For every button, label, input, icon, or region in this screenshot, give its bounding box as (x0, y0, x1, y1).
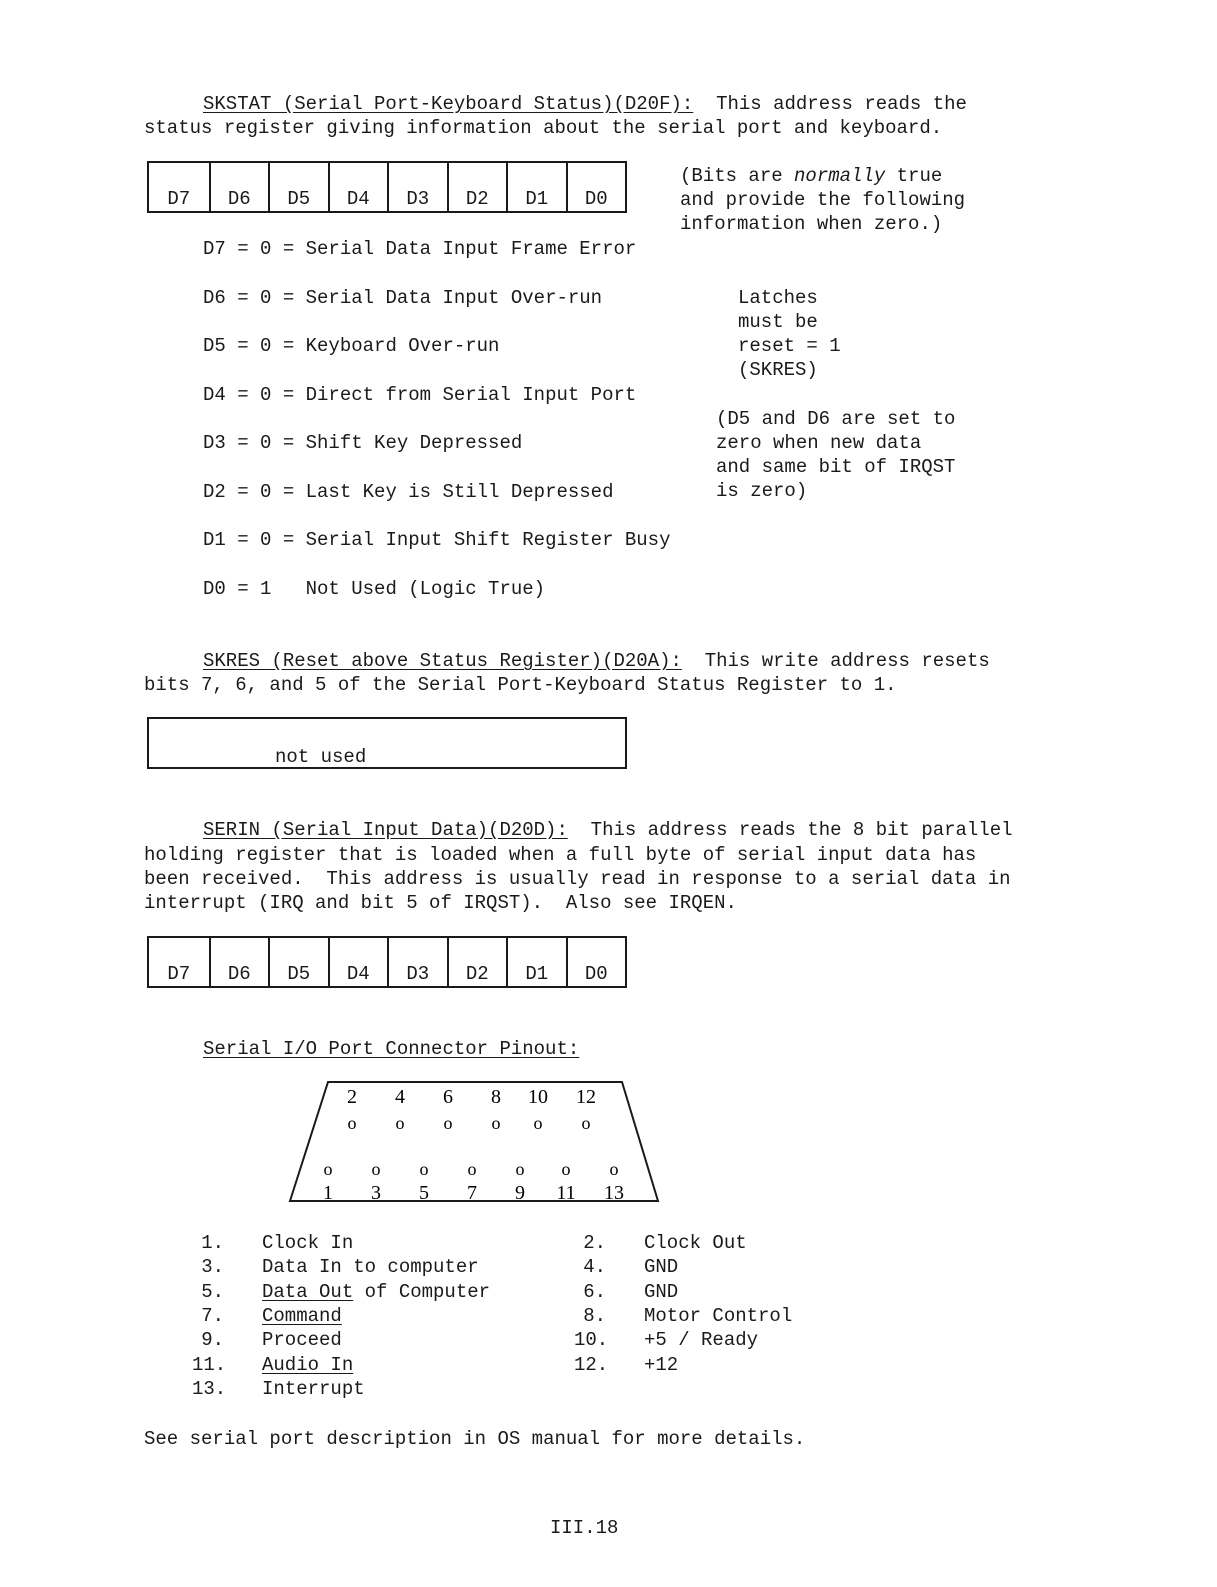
skstat-note-3: information when zero.) (680, 213, 943, 235)
skstat-desc-1: This address reads the (716, 93, 967, 115)
latches-note-1: Latches (738, 287, 818, 309)
bit-label: D1 (525, 188, 549, 210)
pin-list-label: Interrupt (262, 1377, 365, 1400)
bit-label: D2 (465, 963, 489, 985)
pin-list-label: Clock Out (644, 1232, 747, 1254)
serin-desc-1: This address reads the 8 bit parallel (590, 819, 1013, 841)
pin-list-label: Clock In (262, 1232, 354, 1254)
pin-hole: o (581, 1113, 591, 1133)
serin-line-3: interrupt (IRQ and bit 5 of IRQST). Also see IRQEN. (144, 892, 737, 914)
bit-cell (566, 938, 626, 986)
pin-number: 8 (491, 1086, 501, 1108)
skstat-note-2: and provide the following (680, 189, 966, 211)
pin-number: 7 (467, 1182, 477, 1204)
skres-heading (203, 649, 990, 673)
bit-meaning: Serial Data Input Over-run (305, 286, 603, 309)
pin-number: 6 (443, 1086, 453, 1108)
pin-hole: o (323, 1159, 333, 1179)
pin-list-number: 9. (201, 1329, 224, 1352)
d5d6-note-3: and same bit of IRQST (716, 456, 956, 478)
pin-hole: o (419, 1159, 429, 1179)
pin-list-label: Data In to computer (262, 1256, 479, 1279)
pin-hole: o (347, 1113, 357, 1133)
bit-value: D2 = 0 = (203, 480, 306, 503)
bit-cell (149, 938, 209, 986)
bit-cell (387, 163, 447, 211)
skstat-bit-row (203, 528, 670, 552)
bit-cell (447, 938, 507, 986)
pin-hole: o (491, 1113, 501, 1133)
bit-label: D5 (287, 963, 311, 985)
bit-cell (506, 938, 566, 986)
bit-value: D0 = 1 (203, 577, 306, 600)
bit-meaning: Serial Input Shift Register Busy (305, 529, 671, 551)
bit-meaning: Not Used (Logic True) (305, 577, 546, 600)
pin-number: 9 (515, 1182, 525, 1204)
pin-hole: o (561, 1159, 571, 1179)
pin-list-label: Command (262, 1304, 342, 1327)
skstat-desc-2: status register giving information about the serial port and keyboard. (144, 117, 943, 139)
skstat-heading (203, 92, 967, 116)
pin-list-label-rest: of Computer (353, 1280, 491, 1303)
pin-hole: o (443, 1113, 453, 1133)
pin-number: 13 (604, 1182, 624, 1204)
pin-list-item (192, 1377, 365, 1401)
pin-number: 4 (395, 1086, 405, 1108)
pin-list-number: 13. (192, 1377, 227, 1400)
bit-label: D3 (406, 963, 430, 985)
pin-hole: o (395, 1113, 405, 1133)
serin-register-diagram (147, 936, 627, 988)
pin-number: 2 (347, 1086, 357, 1108)
pin-list-label: Audio In (262, 1353, 354, 1376)
skstat-bit-row (203, 431, 522, 455)
skres-title: SKRES (Reset above Status Register)(D20A): (203, 650, 682, 672)
bit-label: D7 (167, 188, 191, 210)
pin-list-label: Data Out (262, 1280, 354, 1303)
connector-diagram (280, 1075, 670, 1210)
pin-number: 5 (419, 1182, 429, 1204)
pin-list-item (192, 1304, 342, 1328)
pin-list-item (192, 1255, 479, 1279)
d5d6-note-4: is zero) (716, 480, 808, 502)
footer-note: See serial port description in OS manual for more details. (144, 1428, 806, 1450)
pin-list-item (574, 1255, 678, 1279)
skstat-bit-row (203, 286, 602, 310)
skstat-bit-row (203, 237, 636, 261)
bit-label: D2 (465, 188, 489, 210)
latches-note-2: must be (738, 311, 818, 333)
bit-cell (209, 938, 269, 986)
serin-line-2: been received. This address is usually read in response to a serial data in (144, 868, 1011, 890)
serin-line-1: holding register that is loaded when a full byte of serial input data has (144, 844, 977, 866)
pinout-title: Serial I/O Port Connector Pinout: (203, 1038, 580, 1060)
pin-list-number: 12. (574, 1353, 609, 1376)
pin-list-item (574, 1328, 758, 1352)
pin-list-item (192, 1231, 353, 1255)
bit-cell (328, 938, 388, 986)
pin-hole: o (609, 1159, 619, 1179)
bit-label: D6 (227, 188, 251, 210)
pin-list-item (574, 1231, 747, 1255)
skstat-bit-row (203, 383, 636, 407)
bit-label: D7 (167, 963, 191, 985)
bit-cell (506, 163, 566, 211)
bit-value: D7 = 0 = (203, 238, 306, 260)
page-number: III.18 (550, 1517, 619, 1539)
pin-list-item (574, 1280, 678, 1304)
latches-note-3: reset = 1 (738, 335, 841, 357)
pin-list-number: 4. (583, 1256, 606, 1279)
pin-list-label: GND (644, 1280, 679, 1303)
bit-meaning: Keyboard Over-run (305, 335, 500, 357)
pin-number: 10 (528, 1086, 548, 1108)
bit-value: D4 = 0 = (203, 383, 306, 406)
bit-label: D4 (346, 963, 370, 985)
pin-list-label: +12 (644, 1353, 679, 1376)
bit-label: D6 (227, 963, 251, 985)
skres-desc-2: bits 7, 6, and 5 of the Serial Port-Keyboard Status Register to 1. (144, 674, 897, 696)
skstat-register-diagram (147, 161, 627, 213)
pin-list-number: 6. (583, 1280, 606, 1303)
skres-desc-1: This write address resets (704, 650, 990, 672)
pin-list-item (192, 1280, 490, 1304)
pin-number: 1 (323, 1182, 333, 1204)
bit-value: D3 = 0 = (203, 432, 306, 454)
not-used-label: not used (275, 746, 367, 768)
pin-list-number: 5. (201, 1280, 224, 1303)
skstat-title: SKSTAT (Serial Port-Keyboard Status)(D20F): (203, 93, 694, 115)
bit-cell (268, 163, 328, 211)
bit-label: D1 (525, 963, 549, 985)
pin-list-number: 10. (574, 1329, 609, 1352)
bit-label: D0 (584, 188, 608, 210)
bit-value: D5 = 0 = (203, 335, 306, 357)
pin-list-item (192, 1328, 342, 1352)
pin-list-number: 3. (201, 1256, 224, 1279)
bit-meaning: Last Key is Still Depressed (305, 480, 614, 503)
bit-cell (566, 163, 626, 211)
pin-number: 12 (576, 1086, 596, 1108)
bit-value: D6 = 0 = (203, 286, 306, 309)
pin-list-item (574, 1353, 678, 1377)
pin-number: 3 (371, 1182, 381, 1204)
bit-cell (209, 163, 269, 211)
bit-meaning: Serial Data Input Frame Error (305, 238, 637, 260)
d5d6-note-2: zero when new data (716, 432, 922, 454)
serin-heading (203, 818, 1013, 842)
bit-cell (268, 938, 328, 986)
pin-list-label: +5 / Ready (644, 1329, 759, 1352)
pin-list-number: 7. (201, 1304, 224, 1327)
pin-list-label: Proceed (262, 1329, 342, 1352)
bit-cell (328, 163, 388, 211)
bit-label: D3 (406, 188, 430, 210)
d5d6-note-1: (D5 and D6 are set to (716, 408, 956, 430)
pin-list-item (574, 1304, 792, 1328)
skstat-bit-row (203, 577, 545, 601)
pin-list-number: 2. (583, 1232, 606, 1254)
pin-hole: o (515, 1159, 525, 1179)
pin-hole: o (467, 1159, 477, 1179)
pin-list-label: Motor Control (644, 1304, 793, 1327)
pin-list-label: GND (644, 1256, 679, 1279)
bit-label: D0 (584, 963, 608, 985)
bit-meaning: Shift Key Depressed (305, 432, 523, 454)
bit-value: D1 = 0 = (203, 529, 306, 551)
pin-list-number: 1. (201, 1232, 224, 1254)
skres-register-diagram (147, 717, 627, 769)
bit-cell (447, 163, 507, 211)
pin-hole: o (533, 1113, 543, 1133)
pin-hole: o (371, 1159, 381, 1179)
bit-label: D5 (287, 188, 311, 210)
skstat-note-1: (Bits are normally true (680, 165, 943, 187)
pin-list-number: 8. (583, 1304, 606, 1327)
bit-cell (149, 163, 209, 211)
bit-cell (387, 938, 447, 986)
pin-list-item (192, 1353, 353, 1377)
serin-title: SERIN (Serial Input Data)(D20D): (203, 819, 568, 841)
bit-label: D4 (346, 188, 370, 210)
skstat-bit-row (203, 334, 499, 358)
bit-meaning: Direct from Serial Input Port (305, 383, 637, 406)
latches-note-4: (SKRES) (738, 359, 818, 381)
pin-number: 11 (556, 1182, 576, 1204)
pin-list-number: 11. (192, 1353, 227, 1376)
skstat-bit-row (203, 480, 613, 504)
